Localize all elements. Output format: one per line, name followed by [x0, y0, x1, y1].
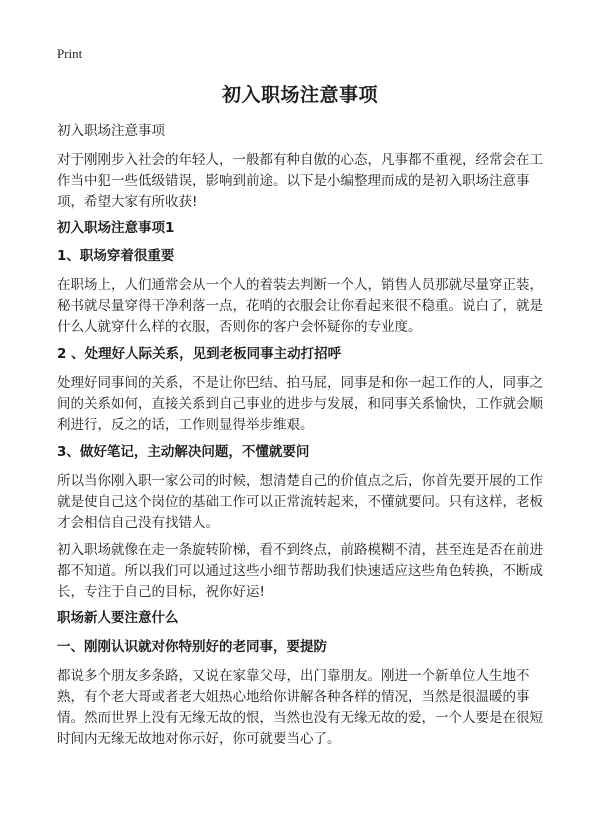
point-2-heading: 2 、处理好人际关系，见到老板同事主动打招呼: [57, 346, 342, 362]
point-4-heading: 一、刚刚认识就对你特别好的老同事，要提防: [57, 639, 327, 655]
point-2-body: 处理好同事间的关系，不是让你巴结、拍马屁，同事是和你一起工作的人，同事之间的关系如何，直接关系到自己事业的进步与发展，和同事关系愉快，工作就会顺利进行，反之的话，工作则显得举步维艰。: [57, 375, 543, 433]
point-4-body: 都说多个朋友多条路，又说在家靠父母，出门靠朋友。刚进一个新单位人生地不熟，有个老大哥或者老大姐热心地给你讲解各种各样的情况，当然是很温暖的事情。然而世界上没有无缘无故的恨，当然也没有无缘无故的爱，一个人要是在很短时间内无缘无故地对你示好，你可就要当心了。: [57, 668, 543, 747]
page-title: 初入职场注意事项: [221, 84, 378, 106]
point-1-heading: 1、职场穿着很重要: [57, 248, 175, 264]
intro-paragraph: 对于刚刚步入社会的年轻人，一般都有种自傲的心态，凡事都不重视，经常会在工作当中犯一些低级错误，影响到前途。以下是小编整理而成的是初入职场注意事项，希望大家有所收获!: [57, 152, 543, 210]
point-3-body: 所以当你刚入职一家公司的时候，想清楚自己的价值点之后，你首先要开展的工作就是使自己这个岗位的基础工作可以正常流转起来，不懂就要问。只有这样，老板才会相信自己没有找错人。: [57, 473, 543, 531]
section-heading-2: 职场新人要注意什么: [57, 610, 179, 626]
print-label[interactable]: Print: [57, 46, 83, 61]
section-heading-1: 初入职场注意事项1: [57, 220, 175, 236]
point-3-heading: 3、做好笔记，主动解决问题，不懂就要问: [57, 444, 310, 460]
closing-paragraph: 初入职场就像在走一条旋转阶梯，看不到终点，前路模糊不清，甚至连是否在前进都不知道。所以我们可以通过这些小细节帮助我们快速适应这些角色转换，不断成长，专注于自己的目标，祝你好运!: [57, 542, 543, 600]
point-1-body: 在职场上，人们通常会从一个人的着装去判断一个人，销售人员那就尽量穿正装，秘书就尽量穿得干净利落一点，花哨的衣服会让你看起来很不稳重。说白了，就是什么人就穿什么样的衣服，否则你的客户会怀疑你的专业度。: [57, 277, 543, 335]
document-subtitle: 初入职场注意事项: [57, 123, 165, 139]
